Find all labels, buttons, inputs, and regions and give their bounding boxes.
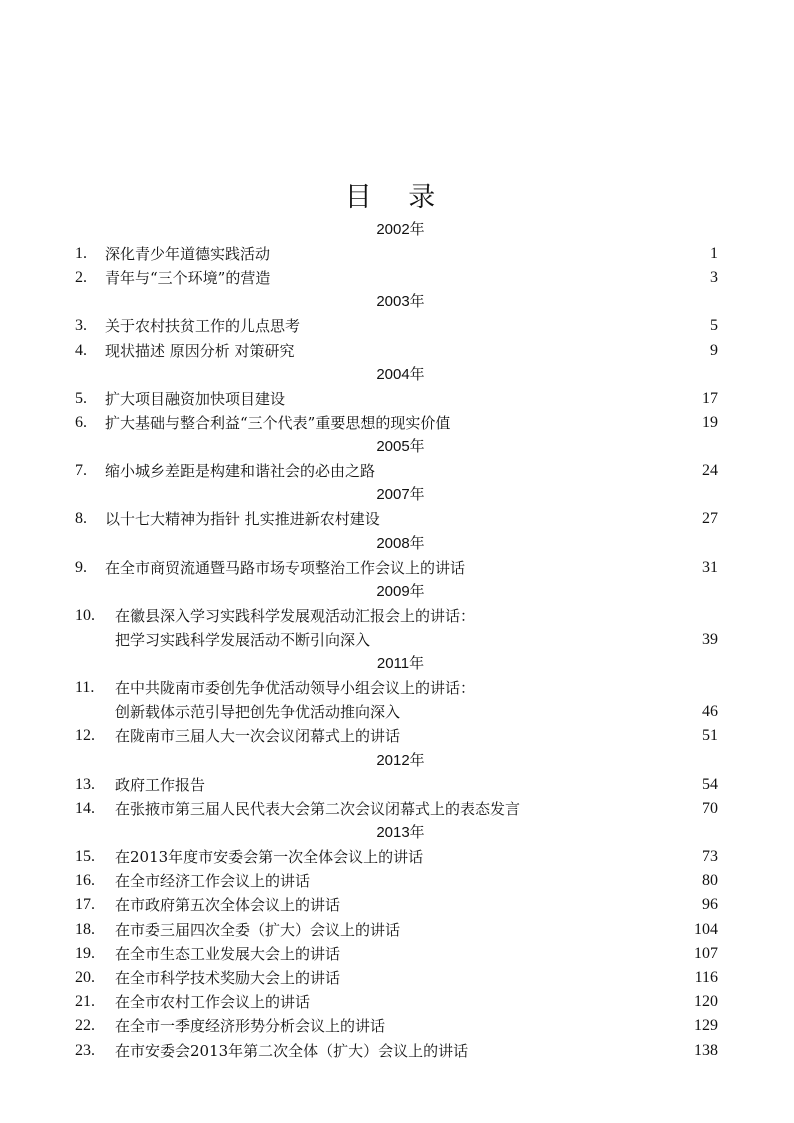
year-heading: 2008年 (376, 534, 425, 552)
entry-title: 扩大项目融资加快项目建设 (105, 389, 286, 408)
entry-title: 在中共陇南市委创先争优活动领导小组会议上的讲话： (115, 679, 476, 698)
entry-number: 7. (75, 462, 87, 480)
entry-page-number: 19 (702, 413, 718, 431)
entry-page-number: 138 (694, 1041, 718, 1059)
toc-entry[interactable] (75, 387, 718, 411)
entry-page-number: 116 (694, 968, 718, 986)
toc-entry[interactable] (75, 966, 718, 990)
entry-title: 青年与“三个环境”的营造 (105, 269, 271, 288)
toc-entry[interactable] (75, 507, 718, 531)
toc-entry[interactable] (75, 314, 718, 338)
entry-number: 16. (75, 872, 95, 890)
entry-number: 21. (75, 993, 95, 1011)
year-heading: 2004年 (376, 365, 425, 383)
entry-title: 在张掖市第三届人民代表大会第二次会议闭幕式上的表态发言 (115, 799, 521, 818)
toc-entry[interactable] (75, 918, 718, 942)
entry-page-number: 51 (702, 727, 718, 745)
toc-entry[interactable] (75, 845, 718, 869)
entry-title: 在市安委会2013年第二次全体（扩大）会议上的讲话 (115, 1041, 469, 1060)
entry-title: 现状描述 原因分析 对策研究 (105, 341, 295, 360)
entry-number: 18. (75, 920, 95, 938)
entry-title: 在全市农村工作会议上的讲话 (115, 993, 311, 1012)
entry-title: 在全市一季度经济形势分析会议上的讲话 (115, 1017, 386, 1036)
toc-entry-continuation[interactable] (75, 700, 718, 724)
toc-entry[interactable] (75, 724, 718, 748)
entry-page-number: 96 (702, 896, 718, 914)
entry-page-number: 73 (702, 848, 718, 865)
entry-number: 8. (75, 510, 87, 528)
toc-entry[interactable] (75, 411, 718, 435)
year-heading: 2012年 (376, 751, 425, 769)
entry-title: 扩大基础与整合利益“三个代表”重要思想的现实价值 (105, 413, 451, 432)
toc-entry[interactable] (75, 556, 718, 580)
entry-number: 15. (75, 848, 95, 865)
table-of-contents (75, 218, 718, 1063)
toc-entry[interactable] (75, 942, 718, 966)
entry-number: 23. (75, 1041, 95, 1059)
entry-number: 14. (75, 799, 95, 817)
toc-entry[interactable] (75, 990, 718, 1014)
entry-number: 2. (75, 269, 87, 287)
entry-title: 在全市经济工作会议上的讲话 (115, 872, 311, 891)
entry-number: 22. (75, 1017, 95, 1035)
entry-page-number: 31 (702, 558, 718, 576)
entry-title: 在2013年度市安委会第一次全体会议上的讲话 (115, 848, 424, 866)
entry-number: 13. (75, 775, 95, 793)
entry-page-number: 1 (710, 245, 718, 262)
entry-page-number: 104 (694, 920, 718, 938)
toc-entry[interactable] (75, 459, 718, 483)
entry-title: 在徽县深入学习实践科学发展观活动汇报会上的讲话： (115, 606, 476, 625)
entry-page-number: 54 (702, 775, 718, 793)
toc-entry[interactable] (75, 773, 718, 797)
entry-page-number: 120 (694, 993, 718, 1011)
entry-title: 以十七大精神为指针 扎实推进新农村建设 (105, 510, 380, 529)
entry-title: 在全市商贸流通暨马路市场专项整治工作会议上的讲话 (105, 558, 466, 577)
toc-entry[interactable] (75, 604, 718, 628)
toc-title: 目 录 (344, 182, 450, 213)
toc-entry[interactable] (75, 797, 718, 821)
toc-entry[interactable] (75, 339, 718, 363)
entry-title: 把学习实践科学发展活动不断引向深入 (115, 630, 371, 649)
entry-page-number: 46 (702, 703, 718, 721)
entry-number: 3. (75, 317, 87, 335)
entry-page-number: 3 (710, 269, 718, 287)
toc-entry[interactable] (75, 1039, 718, 1063)
entry-number: 19. (75, 944, 95, 962)
entry-title: 政府工作报告 (115, 775, 206, 794)
entry-title: 在全市科学技术奖励大会上的讲话 (115, 968, 341, 987)
entry-number: 1. (75, 245, 87, 262)
entry-title: 创新载体示范引导把创先争优活动推向深入 (115, 703, 401, 722)
entry-title: 在陇南市三届人大一次会议闭幕式上的讲话 (115, 727, 401, 746)
toc-entry-continuation[interactable] (75, 628, 718, 652)
year-heading: 2013年 (376, 824, 425, 841)
toc-entry[interactable] (75, 893, 718, 917)
entry-number: 17. (75, 896, 95, 914)
entry-number: 4. (75, 341, 87, 359)
entry-page-number: 129 (694, 1017, 718, 1035)
toc-entry[interactable] (75, 1014, 718, 1038)
entry-title: 在市政府第五次全体会议上的讲话 (115, 896, 341, 915)
entry-page-number: 5 (710, 317, 718, 335)
entry-number: 20. (75, 968, 95, 986)
entry-title: 深化青少年道德实践活动 (105, 245, 271, 263)
entry-number: 10. (75, 606, 95, 624)
toc-entry[interactable] (75, 242, 718, 266)
year-heading: 2007年 (376, 486, 425, 504)
entry-page-number: 39 (702, 630, 718, 648)
toc-entry[interactable] (75, 869, 718, 893)
entry-title: 关于农村扶贫工作的儿点思考 (105, 317, 301, 336)
toc-entry[interactable] (75, 266, 718, 290)
year-heading: 2011年 (376, 655, 425, 673)
entry-title: 在全市生态工业发展大会上的讲话 (115, 944, 341, 963)
entry-number: 11. (75, 679, 95, 697)
year-heading: 2005年 (376, 438, 425, 456)
entry-number: 12. (75, 727, 95, 745)
entry-number: 6. (75, 413, 87, 431)
entry-page-number: 17 (702, 389, 718, 407)
entry-page-number: 24 (702, 462, 718, 480)
toc-entry[interactable] (75, 676, 718, 700)
year-heading: 2003年 (376, 293, 425, 311)
entry-page-number: 70 (702, 799, 718, 817)
year-heading: 2009年 (376, 582, 425, 600)
entry-number: 9. (75, 558, 87, 576)
entry-page-number: 107 (694, 944, 718, 962)
entry-page-number: 80 (702, 872, 718, 890)
entry-page-number: 27 (702, 510, 718, 528)
entry-page-number: 9 (710, 341, 718, 359)
year-heading: 2002年 (376, 221, 425, 238)
entry-title: 在市委三届四次全委（扩大）会议上的讲话 (115, 920, 401, 939)
entry-title: 缩小城乡差距是构建和谐社会的必由之路 (105, 462, 376, 481)
entry-number: 5. (75, 389, 87, 407)
